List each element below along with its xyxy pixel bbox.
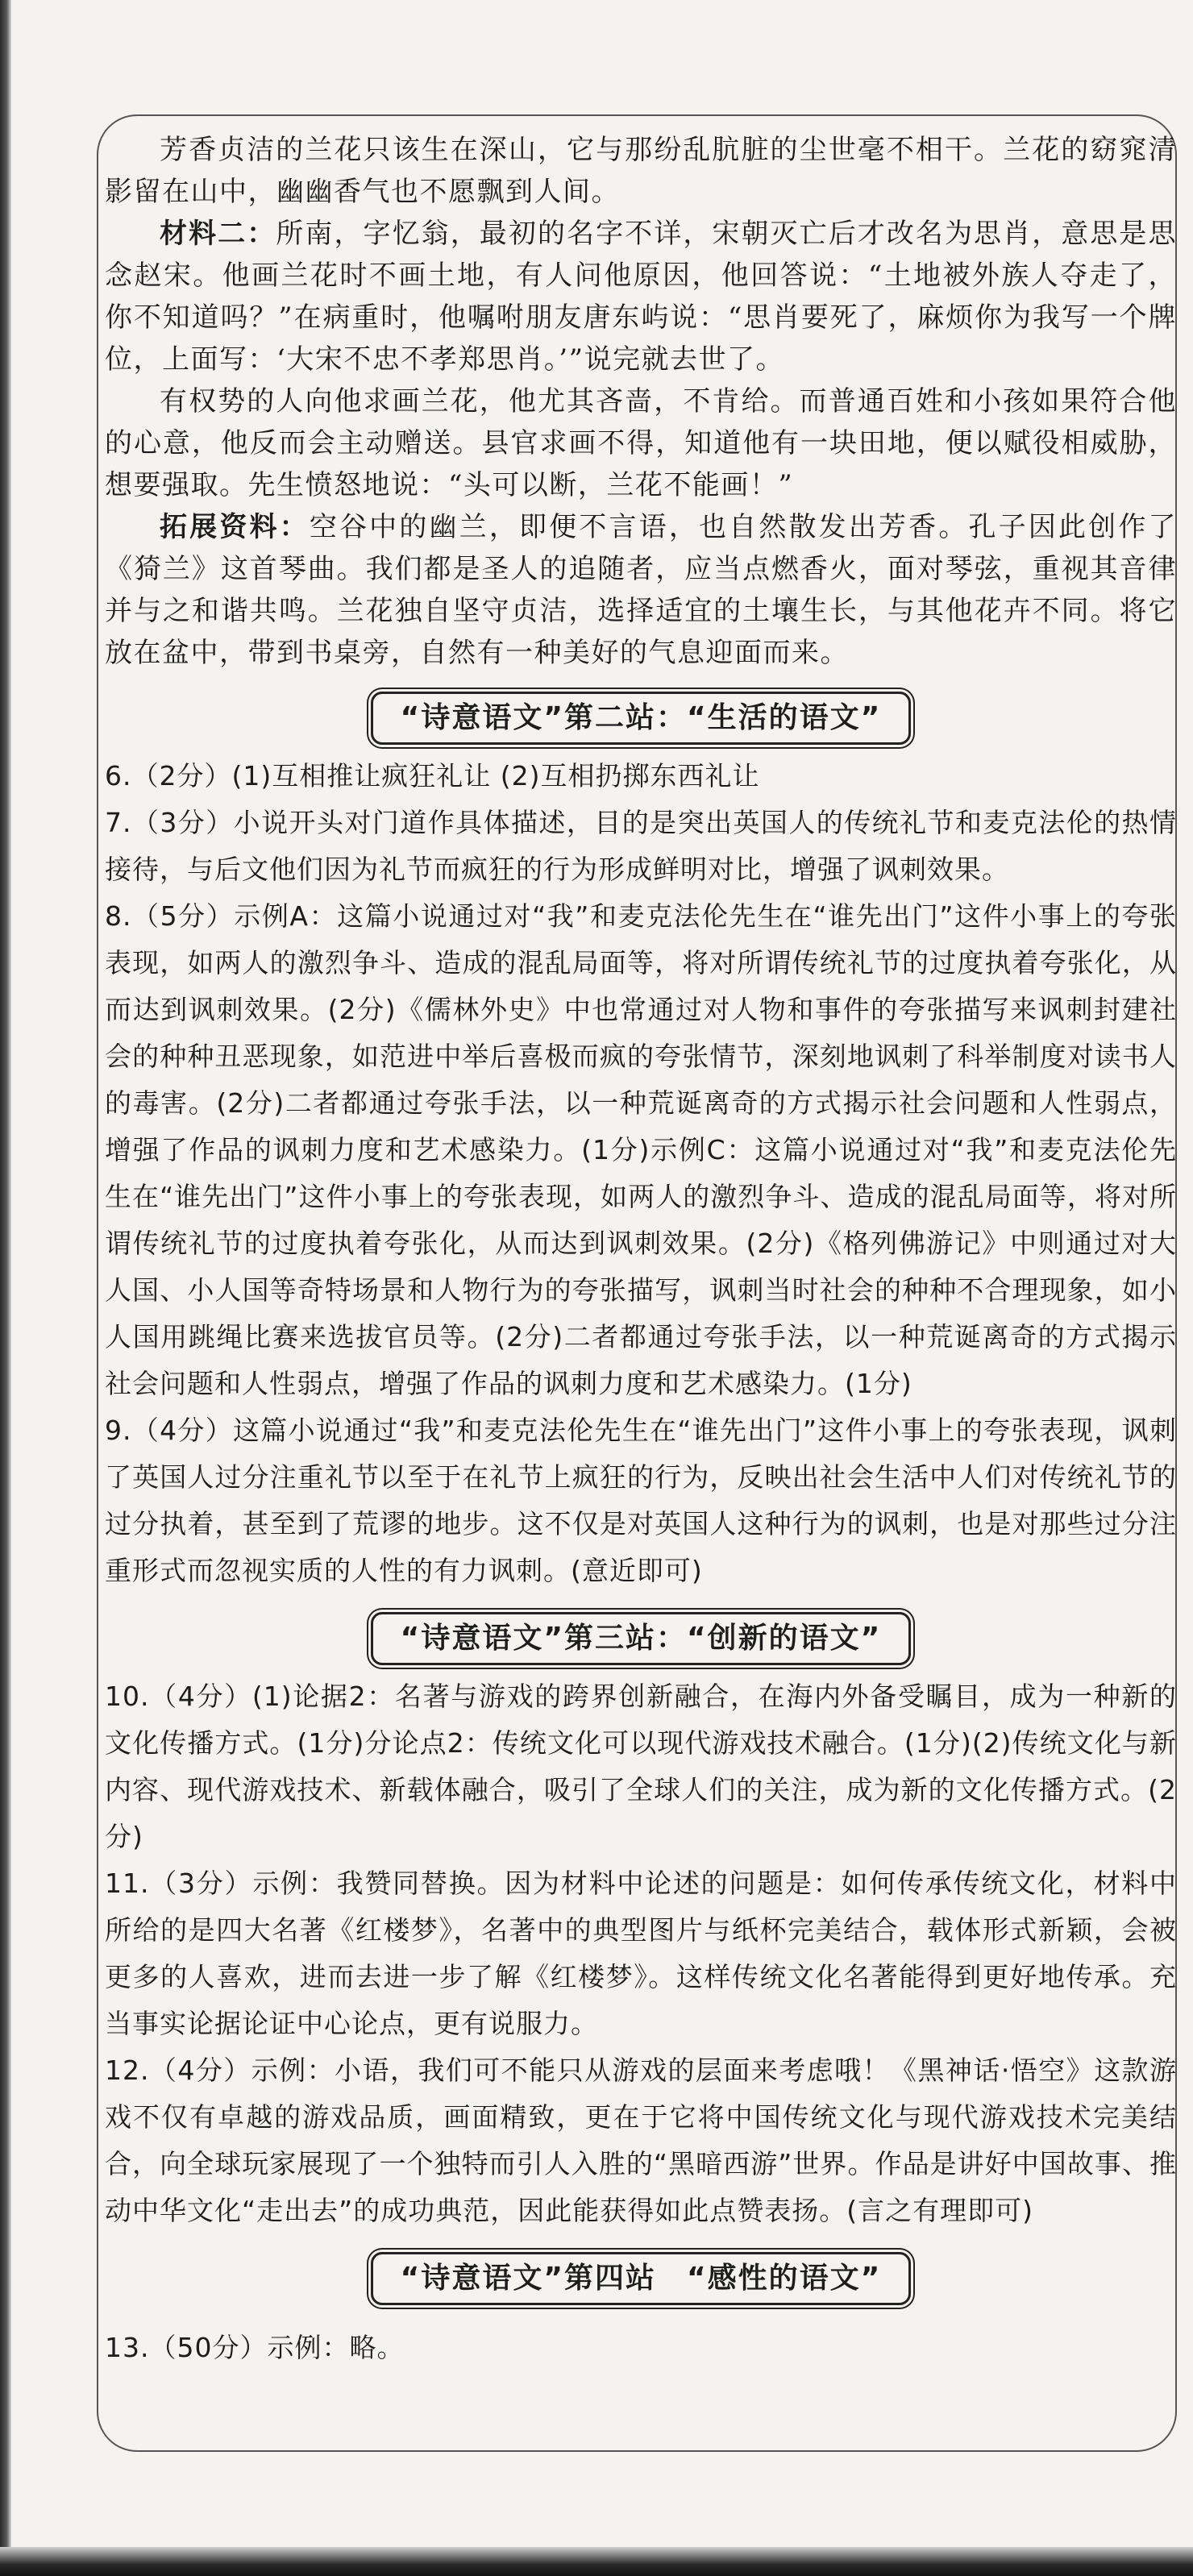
answer-9: 9.（4分）这篇小说通过“我”和麦克法伦先生在“谁先出门”这件小事上的夸张表现，讽刺了英国人过分注重礼节以至于在礼节上疯狂的行为，反映出社会生活中人们对传统礼节的过分执着，甚至到了荒谬的地步。这不仅是对英国人这种行为的讽刺，也是对那些过分注重形式而忽视实质的人性的有力讽刺。(意近即可) (105, 1415, 1177, 1586)
answer-11: 11.（3分）示例：我赞同替换。因为材料中论述的问题是：如何传承传统文化，材料中所给的是四大名著《红楼梦》，名著中的典型图片与纸杯完美结合，载体形式新颖，会被更多的人喜欢，进而去进一步了解《红楼梦》。这样传统文化名著能得到更好地传承。充当事实论据论证中心论点，更有说服力。 (105, 1868, 1177, 2039)
station-two-title: “诗意语文”第二站：“生活的语文” (371, 692, 912, 745)
extension-label: 拓展资料： (160, 511, 310, 543)
page-binding-edge (0, 0, 11, 2576)
answer-12: 12.（4分）示例：小语，我们可不能只从游戏的层面来考虑哦！《黑神话·悟空》这款游戏不仅有卓越的游戏品质，画面精致，更在于它将中国传统文化与现代游戏技术完美结合，向全球玩家展现了一个独特而引人入胜的“黑暗西游”世界。作品是讲好中国故事、推动中华文化“走出去”的成功典范，因此能获得如此点赞表扬。(言之有理即可) (105, 2055, 1177, 2226)
station-two-banner (105, 687, 1177, 743)
answer-8: 8.（5分）示例A：这篇小说通过对“我”和麦克法伦先生在“谁先出门”这件小事上的夸张表现，如两人的激烈争斗、造成的混乱局面等，将对所谓传统礼节的过度执着夸张化，从而达到讽刺效果。(2分)《儒林外史》中也常通过对人物和事件的夸张描写来讽刺封建社会的种种丑恶现象，如范进中举后喜极而疯的夸张情节，深刻地讽刺了科举制度对读书人的毒害。(2分)二者都通过夸张手法，以一种荒诞离奇的方式揭示社会问题和人性弱点，增强了作品的讽刺力度和艺术感染力。(1分)示例C：这篇小说通过对“我”和麦克法伦先生在“谁先出门”这件小事上的夸张表现，如两人的激烈争斗、造成的混乱局面等，将对所谓传统礼节的过度执着夸张化，从而达到讽刺效果。(2分)《格列佛游记》中则通过对大人国、小人国等奇特场景和人物行为的夸张描写，讽刺当时社会的种种不合理现象，如小人国用跳绳比赛来选拔官员等。(2分)二者都通过夸张手法，以一种荒诞离奇的方式揭示社会问题和人性弱点，增强了作品的讽刺力度和艺术感染力。(1分) (105, 900, 1177, 1399)
answer-page-content (105, 129, 1177, 2371)
extension-paragraph (105, 506, 1177, 674)
answer-6: 6.（2分）(1)互相推让疯狂礼让 (2)互相扔掷东西礼让 (105, 760, 760, 791)
answer-13: 13.（50分）示例：略。 (105, 2332, 405, 2363)
material-two-text: 所南，字忆翁，最初的名字不详，宋朝灭亡后才改名为思肖，意思是思念赵宋。他画兰花时不画土地，有人问他原因，他回答说：“土地被外族人夺走了，你不知道吗？”在病重时，他嘱咐朋友唐东屿说：“思肖要死了，麻烦你为我写一个牌位，上面写：‘大宋不忠不孝郑思肖。’”说完就去世了。 (105, 218, 1178, 376)
extension-text: 空谷中的幽兰，即便不言语，也自然散发出芳香。孔子因此创作了《猗兰》这首琴曲。我们都是圣人的追随者，应当点燃香火，面对琴弦，重视其音律并与之和谐共鸣。兰花独自坚守贞洁，选择适宜的土壤生长，与其他花卉不同。将它放在盆中，带到书桌旁，自然有一种美好的气息迎面而来。 (105, 511, 1178, 669)
answer-10: 10.（4分）(1)论据2：名著与游戏的跨界创新融合，在海内外备受瞩目，成为一种新的文化传播方式。(1分)分论点2：传统文化可以现代游戏技术融合。(1分)(2)传统文化与新内容、现代游戏技术、新载体融合，吸引了全球人们的关注，成为新的文化传播方式。(2分) (105, 1681, 1177, 1852)
station-three-title: “诗意语文”第三站：“创新的语文” (371, 1612, 912, 1665)
station-three-banner (105, 1607, 1177, 1664)
power-paragraph: 有权势的人向他求画兰花，他尤其吝啬，不肯给。而普通百姓和小孩如果符合他的心意，他反而会主动赠送。县官求画不得，知道他有一块田地，便以赋役相威胁，想要强取。先生愤怒地说：“头可以断，兰花不能画！” (105, 385, 1177, 501)
answer-7: 7.（3分）小说开头对门道作具体描述，目的是突出英国人的传统礼节和麦克法伦的热情接待，与后文他们因为礼节而疯狂的行为形成鲜明对比，增强了讽刺效果。 (105, 807, 1177, 885)
material-two-paragraph (105, 213, 1177, 380)
station-four-title: “诗意语文”第四站 “感性的语文” (371, 2252, 912, 2305)
page-bottom-edge (0, 2547, 1193, 2576)
intro-paragraph: 芳香贞洁的兰花只该生在深山，它与那纷乱肮脏的尘世毫不相干。兰花的窈窕清影留在山中，幽幽香气也不愿飘到人间。 (105, 134, 1177, 208)
station-four-banner (105, 2247, 1177, 2304)
material-two-label: 材料二： (160, 218, 276, 250)
